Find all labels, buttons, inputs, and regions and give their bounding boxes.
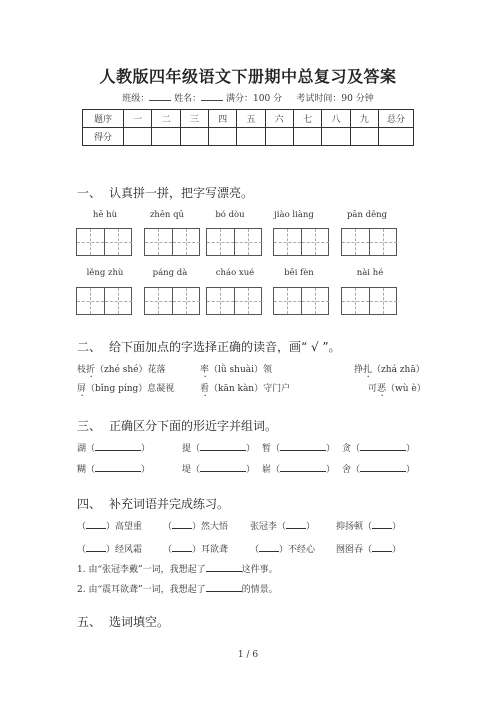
answer-blank[interactable] [172, 519, 192, 529]
section-number: 三、 [77, 419, 102, 433]
answer-blank[interactable] [95, 441, 141, 451]
answer-blank[interactable] [372, 519, 392, 529]
answer-blank[interactable] [172, 542, 192, 552]
writing-grid[interactable] [341, 228, 397, 256]
exam-info-line [0, 91, 496, 104]
score-cell: 一 [124, 110, 152, 128]
idiom-item: 张冠李（ ） [250, 519, 315, 532]
word-item: 贪（ ） [342, 441, 415, 454]
question-2: 2. 由“震耳欲聋”一词，我想起了 的情景。 [77, 582, 278, 595]
section-title: 认真拼一拼，把字写漂亮。 [109, 186, 254, 200]
idiom-item: 抑扬顿（ ） [336, 519, 401, 532]
section-5-heading [77, 613, 169, 630]
section-2-heading [77, 338, 341, 355]
score-cell: 四 [208, 110, 236, 128]
score-cell: 题序 [83, 110, 124, 128]
dotted-char: 恶 [377, 384, 387, 394]
score-table [82, 109, 414, 146]
class-blank [149, 91, 171, 101]
score-cell: 三 [180, 110, 208, 128]
reading-item: 可恶（wù è） [368, 384, 426, 394]
pinyin-label: bēi fèn [284, 268, 314, 278]
dotted-char: 看 [200, 384, 210, 394]
writing-grid[interactable] [76, 228, 132, 256]
score-empty-cell[interactable] [293, 128, 321, 146]
score-cell: 二 [152, 110, 180, 128]
answer-blank[interactable] [95, 462, 141, 472]
idiom-item: （ ）经风霜 [77, 542, 142, 555]
section-title: 给下面加点的字选择正确的读音，画“ √ ”。 [109, 340, 341, 354]
dotted-char: 折 [86, 365, 96, 375]
pinyin-label: cháo xué [215, 268, 255, 278]
score-cell: 七 [293, 110, 321, 128]
score-empty-cell[interactable] [322, 128, 350, 146]
section-number: 四、 [77, 497, 102, 511]
score-empty-cell[interactable] [350, 128, 378, 146]
writing-grid[interactable] [76, 287, 132, 315]
answer-blank[interactable] [360, 462, 406, 472]
dotted-char: 扎 [363, 365, 373, 375]
score-empty-cell[interactable] [208, 128, 236, 146]
pinyin-label: jiào liàng [274, 210, 314, 220]
idiom-item: （ ）不经心 [250, 542, 315, 555]
name-blank [201, 91, 223, 101]
score-empty-cell[interactable] [152, 128, 180, 146]
word-item: 堤（ ） [182, 462, 255, 475]
score-cell: 九 [350, 110, 378, 128]
writing-grid[interactable] [206, 228, 262, 256]
writing-grid[interactable] [273, 287, 329, 315]
section-4-heading [77, 495, 229, 512]
writing-grid[interactable] [144, 228, 200, 256]
writing-grid[interactable] [144, 287, 200, 315]
reading-item: 率（lǜ shuài）领 [200, 365, 273, 375]
answer-blank[interactable] [280, 462, 326, 472]
name-label: 姓名： [174, 94, 202, 104]
pinyin-label: hē hù [92, 210, 118, 220]
word-item: 糊（ ） [77, 462, 150, 475]
section-number: 五、 [77, 615, 102, 629]
writing-grid[interactable] [341, 287, 397, 315]
writing-grid[interactable] [206, 287, 262, 315]
reading-item: 枝折（zhé shé）花落 [77, 365, 166, 375]
idiom-item: （ ）耳欲聋 [163, 542, 228, 555]
answer-blank[interactable] [259, 542, 279, 552]
idiom-item: （ ）高望重 [77, 519, 142, 532]
answer-blank[interactable] [206, 562, 242, 572]
score-value-row [83, 128, 414, 146]
word-item: 舍（ ） [342, 462, 415, 475]
score-empty-cell[interactable] [265, 128, 293, 146]
pinyin-label: nài hé [356, 268, 384, 278]
score-empty-cell[interactable] [379, 128, 414, 146]
dotted-char: 率 [200, 365, 210, 375]
section-1-heading [77, 184, 253, 201]
section-number: 二、 [77, 340, 102, 354]
page-number: 1 / 6 [237, 650, 259, 660]
answer-blank[interactable] [86, 542, 106, 552]
score-cell: 六 [265, 110, 293, 128]
word-item: 提（ ） [182, 441, 255, 454]
score-cell: 五 [237, 110, 265, 128]
score-header-row [83, 110, 414, 128]
idiom-item: （ ）然大悟 [163, 519, 228, 532]
word-item: 湖（ ） [77, 441, 150, 454]
answer-blank[interactable] [86, 519, 106, 529]
section-3-heading [77, 417, 277, 434]
writing-grid[interactable] [273, 228, 329, 256]
answer-blank[interactable] [286, 519, 306, 529]
reading-item: 看（kān kàn）守门户 [200, 384, 291, 394]
pinyin-label: páng dà [152, 268, 188, 278]
section-title: 选词填空。 [109, 615, 170, 629]
exam-time: 考试时间：90 分钟 [296, 94, 374, 104]
answer-blank[interactable] [200, 462, 246, 472]
word-item: 暂（ ） [262, 441, 335, 454]
score-empty-cell[interactable] [237, 128, 265, 146]
section-title: 正确区分下面的形近字并组词。 [109, 419, 278, 433]
pinyin-label: lěng zhù [86, 268, 124, 278]
class-label: 班级： [122, 94, 150, 104]
pinyin-label: zhēn qū [149, 210, 185, 220]
answer-blank[interactable] [280, 441, 326, 451]
reading-item: 屏（bǐng píng）息凝视 [77, 384, 175, 394]
answer-blank[interactable] [360, 441, 406, 451]
full-score: 满分：100 分 [226, 94, 283, 104]
answer-blank[interactable] [372, 542, 392, 552]
score-cell: 八 [322, 110, 350, 128]
pinyin-label: pān dēng [346, 210, 388, 220]
pinyin-label: bó dòu [215, 210, 245, 220]
section-number: 一、 [77, 186, 102, 200]
score-empty-cell[interactable] [180, 128, 208, 146]
answer-blank[interactable] [206, 582, 242, 592]
idiom-item: 囫囵吞（ ） [336, 542, 401, 555]
score-empty-cell[interactable] [124, 128, 152, 146]
section-title: 补充词语并完成练习。 [109, 497, 230, 511]
dotted-char: 屏 [77, 384, 87, 394]
score-label-cell: 得分 [83, 128, 124, 146]
reading-item: 挣扎（zhá zhā） [354, 365, 425, 375]
page-title: 人教版四年级语文下册期中总复习及答案 [99, 67, 397, 86]
word-item: 崭（ ） [262, 462, 335, 475]
answer-blank[interactable] [200, 441, 246, 451]
question-1: 1. 由“张冠李戴”一词，我想起了 这件事。 [77, 562, 278, 575]
score-cell: 总分 [379, 110, 414, 128]
